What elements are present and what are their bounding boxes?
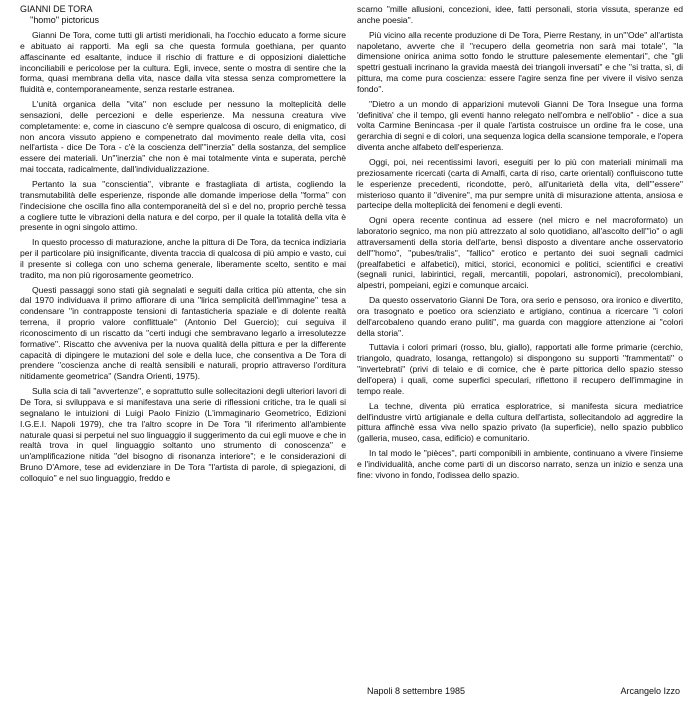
paragraph: ''Dietro a un mondo di apparizioni mutevoli Gianni De Tora Insegue una forma 'definitiva' che il tempo, gli eventi hanno relegato nell'ombra e nell'oblio'' - dice a sua volta Carmine Benincasa -per il quale l'artista costruisce un ordine fra le cose, una gerarchia di segni e di colori, una sequenza logica della scansione temporale, e l'opera diventa anche alfabeto dell'esperienza. <box>357 98 683 153</box>
paragraph: Da questo osservatorio Gianni De Tora, ora serio e pensoso, ora ironico e divertito, ora trasognato e poetico ora scienziato e artigiano, continua a ricercare ''i colori dell'arcobaleno quando erano puliti'', ma guarda con maggiore attenzione ai ''colori della storia''. <box>357 295 683 338</box>
left-column <box>20 4 346 488</box>
paragraph: Tuttavia i colori primari (rosso, blu, giallo), rapportati alle forme primarie (cerchio, triangolo, quadrato, losanga, rettangolo) si dispongono su supporti ''frammentati'' o ''invertebrati'' (privi di telaio e di cornice, che è parte pittorica dello spazio stesso dell'opera) i quali, come superfici speculari, riflettono il recupero dell'immagine in tempo reale. <box>357 342 683 396</box>
paragraph: Questi passaggi sono stati già segnalati e seguiti dalla critica più attenta, che sin dal 1970 individuava il primo affiorare di una ''lirica semplicità dell'immagine'' tesa a condensare ''in contrapposte tensioni di fantasticheria spaziale e di dolente realtà terrena, il proprio valore conflittuale'' (Antonio Del Guercio); cui seguiva il riconoscimento di un riscatto da ''certi indugi che sembravano legarlo a irresolutezze formative''. Riscatto che avveniva per la nuova qualità della pittura e per la differente capacità di dipingere le mutazioni del sole e della luce, che consentiva a De Tora di prendere ''coscienza anche di realtà sensibili e naturali, proprio attraverso l'orditura nitidamente geometrica'' (Sandra Orienti, 1975). <box>20 284 346 382</box>
essay-title: GIANNI DE TORA <box>20 4 93 14</box>
author-name: Arcangelo Izzo <box>620 686 680 696</box>
paragraph-continued: scarno ''mille allusioni, concezioni, idee, fatti personali, storia vissuta, speranze ed anche poesia''. <box>357 4 683 25</box>
paragraph: Ogni opera recente continua ad essere (nel micro e nel macroformato) un laboratorio segnico, ma non più attrezzato al solo quotidiano, all'ascolto dell'''io'' o agli attraversamenti della storia dell'arte, bensì disposto a diventare anche osservatorio dell'''homo'', ''pubes/tralis'', ''fallico'' erotico e pertanto dei suoi segnali cadmici (prealfabetici e alfabetici), mitici, storici, economici e politici, scientifici e creativi (segnali runici, labirintici, regali, mercantili, popolari, astronomici), precolombiani, alpestri, pompeiani, egizi e comunque arcaici. <box>357 215 683 291</box>
paragraph: Più vicino alla recente produzione di De Tora, Pierre Restany, in un'''Ode'' all'artista napoletano, avverte che il ''recupero della geometria non sarà mai totale'', ''la dimensione onirica anima sotto fondo le strutture palesemente elementari'', che ''gli spettri gestuali incrinano la gravida maestà dei triangoli inversati'' e che ''si tratta, sì, di pittura, ma come pura coscienza: essere l'agire senza fine per vivere il visivo senza fondo''. <box>357 29 683 94</box>
paragraph: L'unità organica della ''vita'' non esclude per nessuno la molteplicità delle sensazioni, delle percezioni e delle esperienze. Ma nessuna creatura vive completamente: e, come in ciascuno c'è sempre qualcosa di oscuro, di enigmatico, di non ancora vissuto appieno e compenetrato dal movimento reale della vita, così nell'artista - dice De Tora - c'è la coscienza dell'''inerzia'' della sostanza, del semplice essere dei materiali. Un'''inerzia'' che non è mai totalmente vinta e superata, perchè mai toccata, radicalmente, dall'individualizzazione. <box>20 99 346 175</box>
signature-line <box>367 686 680 696</box>
essay-subtitle: ''homo'' pictoricus <box>30 15 99 25</box>
paragraph: Gianni De Tora, come tutti gli artisti meridionali, ha l'occhio educato a forme sicure e abituato ai rapporti. Ma egli sa che questa formula goethiana, per quanto affascinante ed esaltante, induce il rischio di fratture e di opposizioni dialettiche inconciliabili e pericolose per la cultura. Egli, invece, sente o mostra di sentire che la forma, quasi membrana della vita, nasce dalla vita stessa senza compromettere la fluidità e, contemporaneamente, senza restarle estranea. <box>20 30 346 95</box>
paragraph: La techne, diventa più erratica esploratrice, si manifesta sicura mediatrice dell'industre virtù artigianale e della cultura dell'artista, sollecitandolo ad aggredire la pittura affinchè essa viva nello spazio privato (la superficie), nello spazio pubblico (galleria, museo, casa, edificio) e comunitario. <box>357 400 683 444</box>
paragraph: In tal modo le ''pièces'', parti componibili in ambiente, continuano a vivere l'insieme e l'individualità, anche come parti di un discorso narrato, senza un inizio e senza una fine: vivono in fondo, l'odissea dello spazio. <box>357 448 683 480</box>
paragraph: Sulla scia di tali ''avvertenze'', e soprattutto sulle sollecitazioni degli ulteriori lavori di De Tora, si sviluppava e si manifestava una serie di riflessioni critiche, tra le quali si segnalano le intuizioni di Luigi Paolo Finizio (L'immaginario Geometrico, Edizioni I.G.E.I. Napoli 1979), che tra l'altro scopre in De Tora ''il riferimento all'ambiente naturale quasi si perpetui nel suo linguaggio il suggerimento da cui egli muove e che in realtà trova in quel linguaggio soltanto uno strumento di conoscenza'' e un'amplificazione nitida ''del bisogno di risonanza interiore''; e le considerazioni di Bruno D'Amore, tese ad evidenziare in De Tora ''l'artista di parole, di spiegazioni, di colloquio'' e nel suo linguaggio, freddo e <box>20 386 346 483</box>
paragraph: Oggi, poi, nei recentissimi lavori, eseguiti per lo più con materiali minimali ma preziosamente ricercati (carta di Amalfi, carta di riso, carte orientali) confluiscono tutte le esperienze precedenti, ricondotte, però, all'unitarietà della vita, dell'''essere'' misterioso quanto il ''divenire'', ma pur sempre unità di misurazione attenta, ansiosa e partecipe della molteplicità dei fenomeni e degli eventi. <box>357 156 683 211</box>
paragraph: Pertanto la sua ''conscientia'', vibrante e frastagliata di artista, cogliendo la transmutabilità delle esperienze, risponde alle domande imperiose della ''forma'' con l'indecisione che oscilla fino alla contemporaneità del sì e del no, proprio perchè tessa a cogliere tutte le vibrazioni della natura e del corpo, per il quale la totalità della vita è presente in ogni singolo attimo. <box>20 178 346 233</box>
place-date: Napoli 8 settembre 1985 <box>367 686 466 696</box>
right-column <box>357 4 683 485</box>
paragraph: In questo processo di maturazione, anche la pittura di De Tora, da tecnica indiziaria per il particolare più insignificante, diventa traccia di qualcosa di più ampio e vasto, cui il presente si collega con uno schema generale, liberamente scelto, sentito e mai tradito, ma non più rigorosamente geometrico. <box>20 237 346 280</box>
